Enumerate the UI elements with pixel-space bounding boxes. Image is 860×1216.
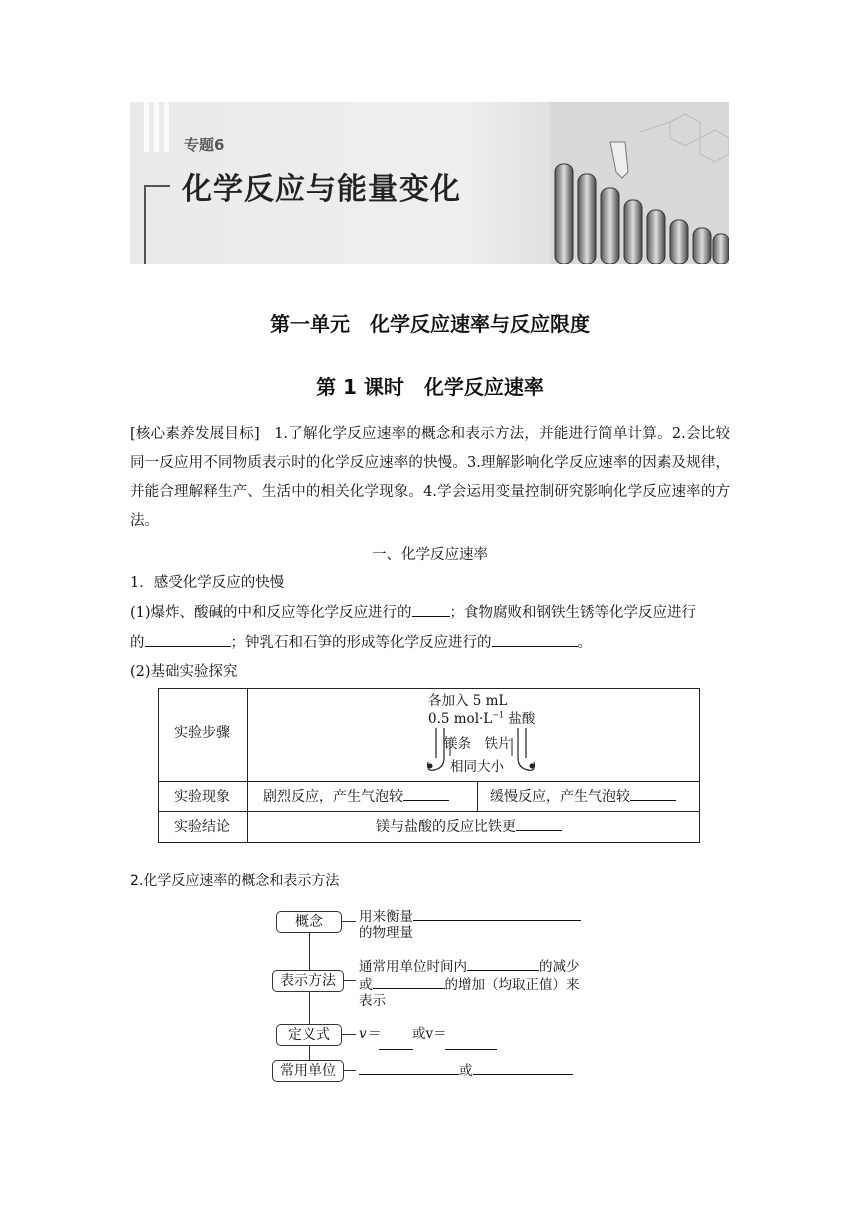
objectives-tag: [核心素养发展目标]	[130, 426, 260, 442]
diagram-label-text: 盐酸	[504, 711, 536, 727]
flow-text-label: 用来衡量	[359, 909, 413, 925]
flow-connector	[344, 980, 356, 981]
banner-stripe	[164, 102, 169, 152]
table-cell	[376, 816, 562, 836]
test-tube-diagram	[416, 718, 546, 780]
answer-blank	[403, 786, 449, 801]
formula-v-alt: 或v＝	[412, 1026, 447, 1042]
objectives-paragraph	[130, 420, 730, 536]
answer-blank	[630, 786, 676, 801]
table-divider	[247, 688, 248, 843]
topic-banner	[130, 102, 729, 264]
formula-v: v＝	[359, 1026, 381, 1042]
unit-title: 第一单元 化学反应速率与反应限度	[270, 312, 590, 336]
question-text: 的	[130, 635, 145, 651]
flow-box-expression: 表示方法	[272, 970, 344, 992]
answer-blank	[373, 974, 445, 989]
magnesium-strip-icon	[428, 764, 433, 769]
flow-text	[359, 1060, 573, 1080]
question-text: ；钟乳石和石笋的形成等化学反应进行的	[230, 635, 492, 651]
flow-text	[359, 906, 581, 926]
flow-connector	[344, 1070, 356, 1071]
question-text: (1)爆炸、酸碱的中和反应等化学反应进行的	[130, 605, 412, 621]
answer-blank	[145, 632, 231, 647]
table-cell-text: 剧烈反应，产生气泡较	[263, 789, 403, 805]
table-row-label: 实验结论	[174, 819, 230, 835]
answer-blank	[412, 602, 450, 617]
flow-text-label: 的增加（均取正值）来	[444, 977, 580, 993]
diagram-label-text: 0.5 mol·L	[428, 711, 493, 727]
answer-blank	[473, 1060, 573, 1075]
answer-blank	[492, 632, 578, 647]
test-tubes-illustration	[550, 102, 729, 264]
question-line	[130, 602, 696, 623]
topic-label: 专题6	[184, 136, 225, 154]
flow-text: 表示	[359, 993, 386, 1009]
section-heading: 一、化学反应速率	[372, 547, 488, 563]
item-title: 1．感受化学反应的快慢	[130, 575, 285, 591]
flow-text-label: 或	[359, 977, 373, 993]
tube-labels: 镁条 铁片	[444, 736, 512, 752]
flow-text	[359, 956, 580, 976]
concept-flowchart	[272, 906, 602, 1086]
iron-piece-icon	[530, 764, 535, 769]
flow-text	[359, 974, 580, 994]
table-divider	[477, 781, 478, 811]
flow-text-label: 或	[459, 1063, 473, 1079]
lesson-title: 第 1 课时 化学反应速率	[316, 375, 544, 399]
flow-text-label: 的减少	[539, 959, 580, 975]
answer-blank	[379, 1049, 413, 1050]
flow-connector	[342, 1034, 356, 1035]
table-cell	[490, 786, 676, 806]
section-heading: 2.化学反应速率的概念和表示方法	[130, 873, 340, 889]
table-row-label: 实验步骤	[174, 725, 230, 741]
answer-blank	[413, 906, 581, 921]
flow-box-concept: 概念	[276, 911, 342, 933]
table-cell	[263, 786, 449, 806]
diagram-bottom-label: 相同大小	[450, 759, 504, 775]
diagram-label: 各加入 5 mL	[428, 693, 508, 709]
flow-box-definition: 定义式	[276, 1024, 342, 1046]
topic-title: 化学反应与能量变化	[182, 172, 461, 207]
experiment-table	[158, 688, 700, 843]
question-text: ；食物腐败和钢铁生锈等化学反应进行	[449, 605, 697, 621]
subsection-title: (2)基础实验探究	[130, 664, 238, 680]
answer-blank	[359, 1060, 459, 1075]
table-divider	[158, 781, 700, 782]
table-cell-text: 缓慢反应，产生气泡较	[490, 789, 630, 805]
flow-box-unit: 常用单位	[272, 1060, 344, 1082]
answer-blank	[445, 1049, 497, 1050]
table-cell-text: 镁与盐酸的反应比铁更	[376, 819, 516, 835]
question-line	[130, 632, 592, 653]
answer-blank	[467, 956, 539, 971]
table-divider	[158, 811, 700, 812]
question-text: 。	[577, 635, 592, 651]
answer-blank	[516, 816, 562, 831]
banner-stripe	[154, 102, 159, 152]
objectives-text: 1.了解化学反应速率的概念和表示方法，并能进行简单计算。2.会比较同一反应用不同物质表示时的化学反应速率的快慢。3.理解影响化学反应速率的因素及规律，并能合理解释生产、生活中的相关化学现象。4.学会运用变量控制研究影响化学反应速率的方法。	[130, 426, 730, 529]
diagram-label-sup: −1	[492, 710, 505, 720]
banner-stripe	[144, 102, 149, 152]
banner-tick	[144, 185, 170, 187]
flow-text-label: 通常用单位时间内	[359, 959, 467, 975]
flow-text: 的物理量	[359, 925, 413, 941]
table-row-label: 实验现象	[174, 789, 230, 805]
flow-connector	[342, 921, 356, 922]
flow-connector	[309, 932, 310, 1076]
